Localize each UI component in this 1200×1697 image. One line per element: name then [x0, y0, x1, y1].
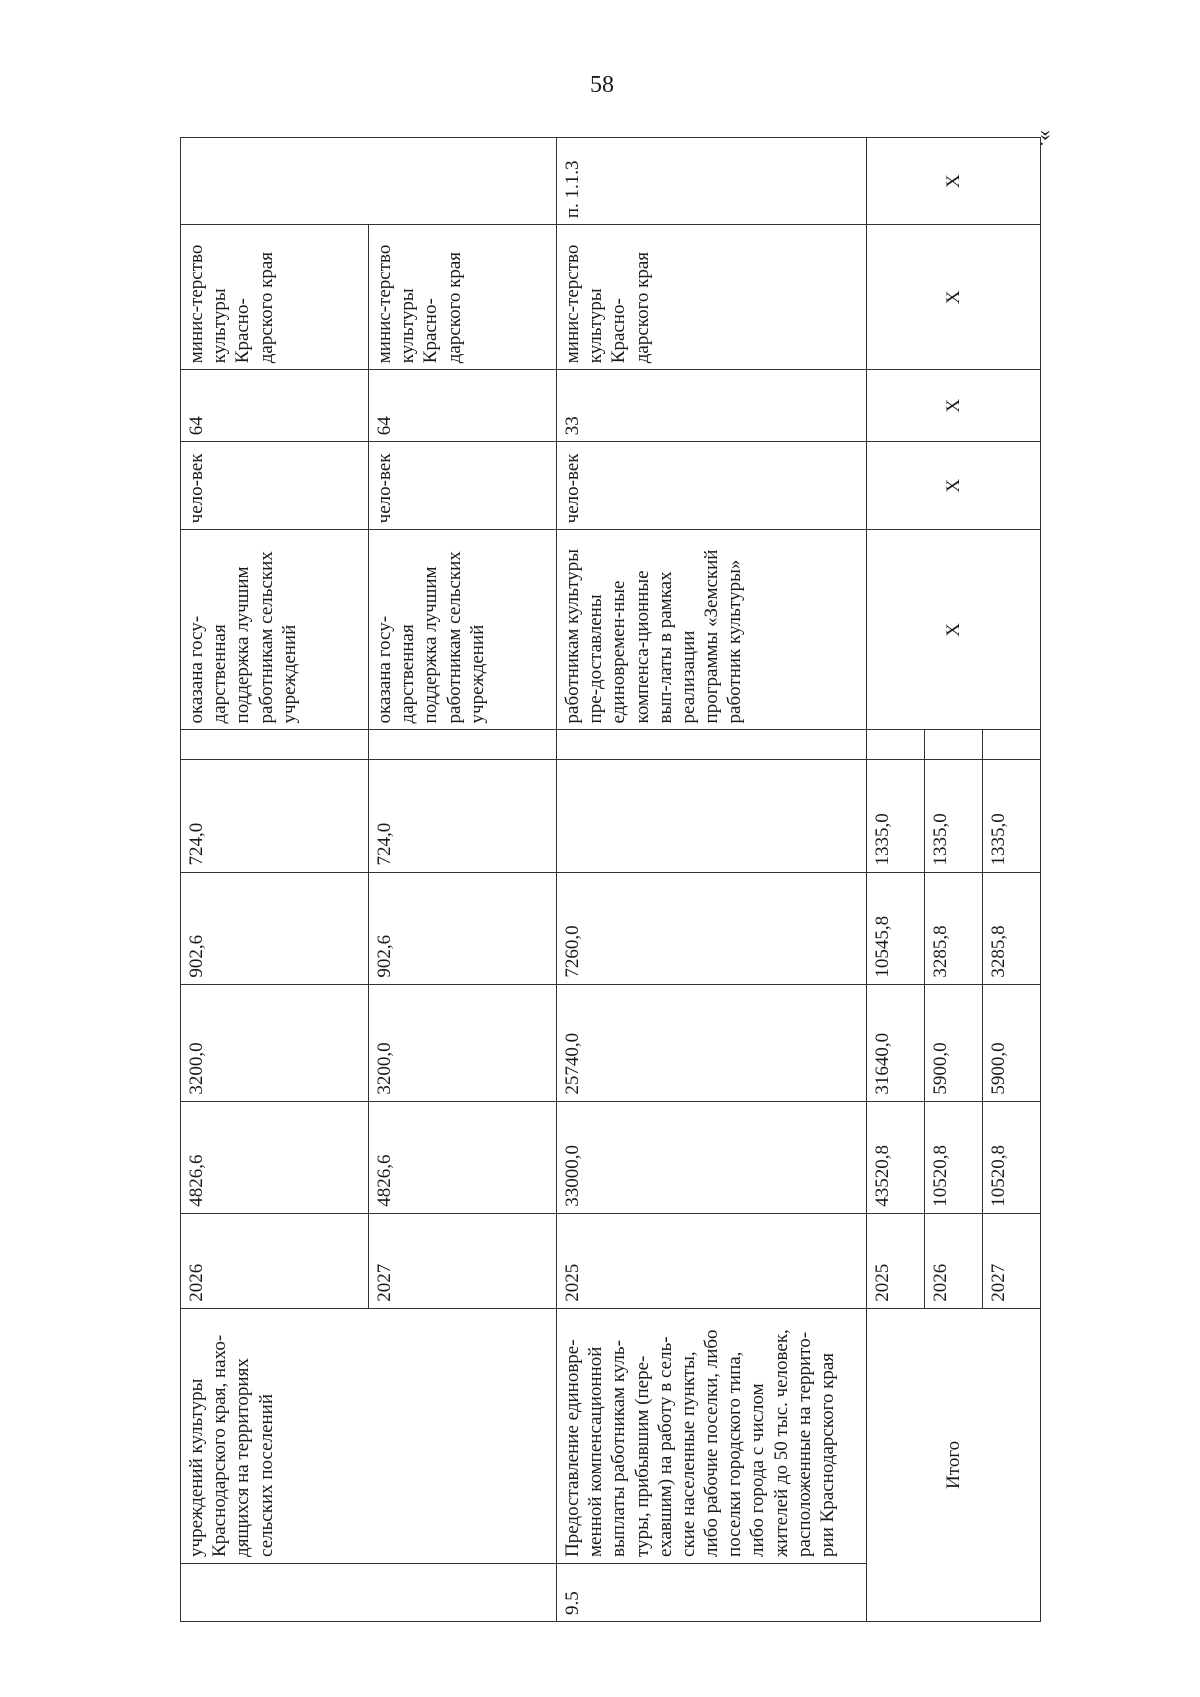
unit: чело-век: [369, 442, 557, 530]
reference: [181, 138, 557, 225]
executor: минис-терство культуры Красно-дарского края: [369, 225, 557, 370]
amount-federal: 31640,0: [867, 984, 925, 1101]
amount-regional: 902,6: [181, 872, 369, 984]
amount-local: [557, 760, 867, 872]
program-table: [180, 137, 1041, 1622]
event-name: Предоставление единовре-менной компенсационной выплаты работникам куль-туры, прибывшим (пере-ехавшим) на работу в сель-ские населенные пункты, либо рабочие поселки, либо поселки городского типа, либо города с числом жителей до 50 тыс. человек, расположенные на террито-рии Краснодарского края: [557, 1308, 867, 1563]
closing-quote: ».: [1035, 130, 1060, 147]
empty-cell: [557, 730, 867, 760]
unit: чело-век: [181, 442, 369, 530]
amount-local: 1335,0: [925, 760, 983, 872]
empty-cell: [181, 730, 369, 760]
indicator-value: 33: [557, 370, 867, 442]
row-number: [181, 1563, 557, 1621]
result-text: работникам культуры пре-доставлены единовремен-ные компенса-ционные вып-латы в рамках реализации программы «Земский работник культуры»: [557, 530, 867, 730]
row-number: 9.5: [557, 1563, 867, 1621]
year: 2026: [925, 1213, 983, 1308]
year: 2025: [867, 1213, 925, 1308]
indicator-value: 64: [369, 370, 557, 442]
amount-federal: 5900,0: [983, 984, 1041, 1101]
amount-local: 1335,0: [867, 760, 925, 872]
year: 2027: [983, 1213, 1041, 1308]
amount-federal: 25740,0: [557, 984, 867, 1101]
reference: п. 1.1.3: [557, 138, 867, 225]
amount-regional: 7260,0: [557, 872, 867, 984]
indicator-value: 64: [181, 370, 369, 442]
empty-cell: [867, 730, 925, 760]
empty-cell: [369, 730, 557, 760]
year: 2026: [181, 1213, 369, 1308]
amount-regional: 3285,8: [983, 872, 1041, 984]
unit: чело-век: [557, 442, 867, 530]
result-text: оказана госу-дарственная поддержка лучшим работникам сельских учреждений: [181, 530, 369, 730]
amount-federal: 3200,0: [369, 984, 557, 1101]
amount-total: 4826,6: [181, 1101, 369, 1213]
year: 2027: [369, 1213, 557, 1308]
amount-total: 33000,0: [557, 1101, 867, 1213]
amount-total: 43520,8: [867, 1101, 925, 1213]
amount-local: 724,0: [181, 760, 369, 872]
rotated-table-wrapper: [180, 137, 1040, 1622]
amount-total: 10520,8: [925, 1101, 983, 1213]
x-mark: X: [867, 225, 1041, 370]
result-text: оказана госу-дарственная поддержка лучшим работникам сельских учреждений: [369, 530, 557, 730]
x-mark: X: [867, 370, 1041, 442]
table-row: [181, 138, 369, 1622]
amount-regional: 902,6: [369, 872, 557, 984]
amount-local: 724,0: [369, 760, 557, 872]
empty-cell: [983, 730, 1041, 760]
x-mark: X: [867, 138, 1041, 225]
executor: минис-терство культуры Красно-дарского края: [181, 225, 369, 370]
table-row: [557, 138, 867, 1622]
amount-federal: 5900,0: [925, 984, 983, 1101]
amount-local: 1335,0: [983, 760, 1041, 872]
amount-total: 10520,8: [983, 1101, 1041, 1213]
x-mark: X: [867, 442, 1041, 530]
x-mark: X: [867, 530, 1041, 730]
executor: минис-терство культуры Красно-дарского края: [557, 225, 867, 370]
amount-regional: 10545,8: [867, 872, 925, 984]
amount-total: 4826,6: [369, 1101, 557, 1213]
empty-cell: [925, 730, 983, 760]
total-label: Итого: [867, 1308, 1041, 1621]
amount-federal: 3200,0: [181, 984, 369, 1101]
amount-regional: 3285,8: [925, 872, 983, 984]
table-row-total: [867, 138, 925, 1622]
event-name: учреждений культуры Краснодарского края, нахо-дящихся на территориях сельских поселений: [181, 1308, 557, 1563]
year: 2025: [557, 1213, 867, 1308]
page-number: 58: [590, 72, 614, 98]
